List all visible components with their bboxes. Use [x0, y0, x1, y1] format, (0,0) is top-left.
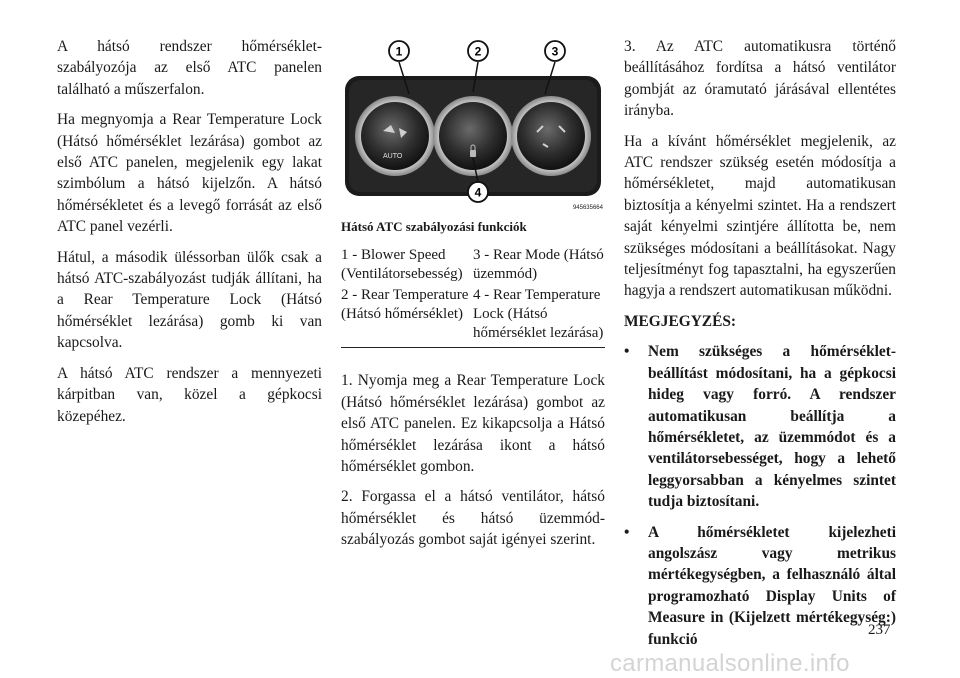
svg-text:1: 1 — [395, 44, 403, 59]
legend-item: 4 - Rear Temperature Lock (Hátsó hőmérséklet lezárása) — [473, 286, 605, 348]
svg-text:3: 3 — [551, 44, 559, 59]
note-heading: MEGJEGYZÉS: — [624, 312, 737, 330]
paragraph: Ha a kívánt hőmérséklet megjelenik, az ATC rendszer szükség esetén módosítja a hőmérsékletet, majd automatikusan biztosítja a kényelmi szintet. Ha a rendszert saját kényelmi szintjére állította be, nem szükséges módosítani a beállításokat. Nagy teljesítményt fog tapasztalni, ha egyszerűen hagyja a rendszert automatikusan működni. — [624, 132, 896, 300]
figure-code: 945635664 — [572, 205, 603, 211]
step-paragraph: 1. Nyomja meg a Rear Temperature Lock (Hátsó hőmérséklet lezárása) gombot az első ATC panelen. Ez kikapcsolja a Hátsó hőmérséklet lezárása ikont a hátsó hőmérséklet gombon. — [341, 372, 605, 476]
right-column — [624, 36, 896, 659]
rear-mode-knob — [511, 96, 591, 176]
auto-label: AUTO — [383, 153, 403, 160]
steps — [341, 370, 605, 550]
lock-icon — [470, 150, 476, 157]
atc-controls-figure — [341, 36, 605, 216]
note-text: Nem szükséges a hőmérséklet-beállítást módosítani, ha a gépkocsi hideg vagy forró. A rendszer automatikusan beállítja a hőmérsékletet, az üzemmódot és a ventilátorsebességet, hogy a lehető leggyorsabban a kényelmes szintet tudja biztosítani. — [648, 343, 896, 511]
blower-speed-knob — [355, 96, 435, 176]
note-list — [624, 341, 896, 650]
middle-column — [341, 36, 605, 560]
step-paragraph: 2. Forgassa el a hátsó ventilátor, hátsó hőmérséklet és hátsó üzemmód-szabályozás gombot saját igényei szerint. — [341, 488, 605, 549]
figure-legend — [341, 246, 605, 348]
note-item — [624, 341, 896, 512]
paragraph: A hátsó ATC rendszer a mennyezeti kárpitban van, közel a gépkocsi közepéhez. — [57, 364, 322, 425]
callout-3 — [545, 41, 565, 61]
callout-4 — [468, 182, 488, 202]
note-item — [624, 522, 896, 650]
note-text: A hőmérsékletet kijelezheti angolszász vagy metrikus mértékegységben, a felhasználó által programozható Display Units of Measure in (Kijelzett mértékegység:) funkció — [648, 523, 896, 648]
legend-row — [341, 286, 605, 348]
svg-text:2: 2 — [474, 44, 482, 59]
legend-row — [341, 246, 605, 286]
callout-1 — [389, 41, 409, 61]
paragraph: 3. Az ATC automatikusra történő beállításához fordítsa a hátsó ventilátor gombját az óramutató járásával ellentétes irányba. — [624, 38, 896, 120]
svg-text:4: 4 — [474, 185, 482, 200]
legend-item: 3 - Rear Mode (Hátsó üzemmód) — [473, 247, 604, 283]
page-number: 237 — [868, 622, 891, 638]
paragraph: Ha megnyomja a Rear Temperature Lock (Hátsó hőmérséklet lezárása) gombot az első ATC panelen, megjelenik egy lakat szimbólum a hátsó kijelzőn. A hátsó hőmérsékletet és a levegő forrását az első ATC panel vezérli. — [57, 111, 322, 236]
paragraph: A hátsó rendszer hőmérséklet-szabályozója az első ATC panelen található a műszerfalon. — [57, 38, 322, 98]
callout-2 — [468, 41, 488, 61]
bullet-icon: • — [624, 343, 630, 361]
paragraph: Hátul, a második üléssorban ülők csak a hátsó ATC-szabályozást tudják állítani, ha a Rear Temperature Lock (Hátsó hőmérséklet lezárása) gomb ki van kapcsolva. — [57, 248, 322, 352]
legend-item: 1 - Blower Speed (Ventilátorsebesség) — [341, 247, 463, 283]
legend-item: 2 - Rear Temperature (Hátsó hőmérséklet) — [341, 286, 473, 348]
left-column — [57, 36, 322, 436]
bullet-icon: • — [624, 523, 630, 541]
atc-controls-illustration — [341, 36, 605, 216]
rear-temperature-knob — [433, 96, 513, 176]
figure-caption: Hátsó ATC szabályozási funkciók — [341, 219, 527, 234]
watermark: carmanualsonline.info — [610, 650, 850, 677]
